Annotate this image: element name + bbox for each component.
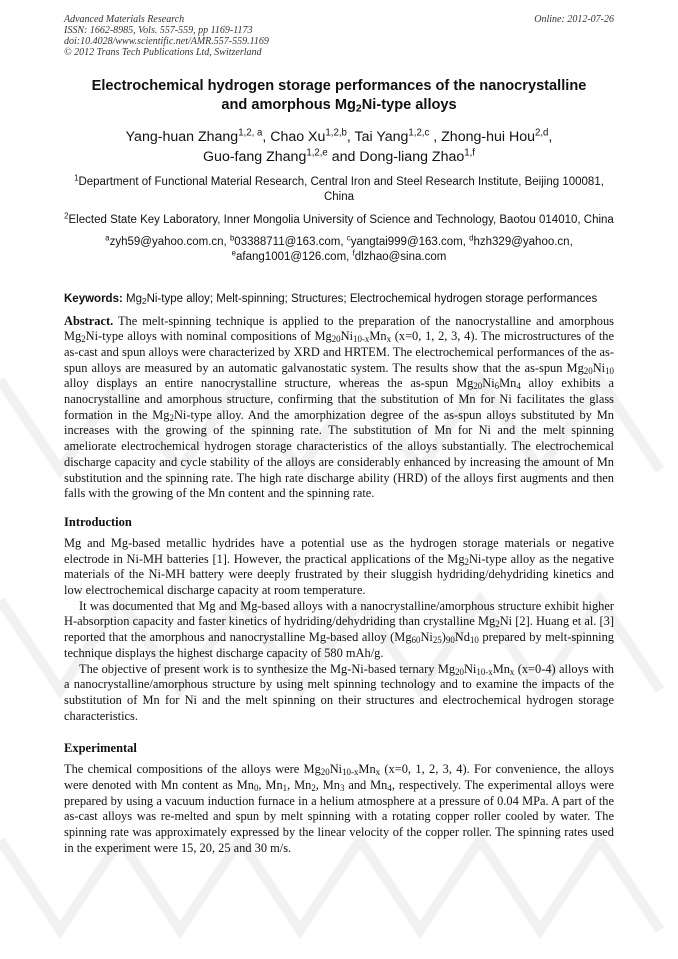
affiliation-2: $^2$Elected State Key Laboratory, Inner Mongolia University of Science and Technology, Baotou 014010, China bbox=[64, 211, 614, 226]
author-name: , Chao Xu bbox=[262, 129, 326, 145]
journal-header bbox=[64, 14, 614, 58]
author-name: , Tai Yang bbox=[346, 129, 409, 145]
title-line-1: Electrochemical hydrogen storage performances of the nanocrystalline bbox=[91, 78, 587, 94]
experimental-heading: Experimental bbox=[64, 741, 137, 756]
doi-line: doi:10.4028/www.scientific.net/AMR.557-559.1169 bbox=[64, 36, 269, 47]
paper-title: Electrochemical hydrogen storage performances of the nanocrystalline and amorphous $Mg_2Ni$-type alloys bbox=[91, 78, 587, 115]
intro-paragraph-1: Mg and Mg-based metallic hydrides have a potential use as the hydrogen storage materials or negative electrode in Ni-MH batteries [1]. However, the practical applications of the $Mg_2Ni$-type alloy as the negative materials of the Ni-MH battery were deeply frustrated by their sluggish hydriding/dehydriding kinetics and low electrochemical discharge capacity at room temperature. bbox=[64, 535, 614, 598]
author-name: , Zhong-hui Hou bbox=[429, 129, 535, 145]
affiliation-1: $^1$Department of Functional Material Research, Central Iron and Steel Research Institute, Beijing 100081, China bbox=[74, 173, 604, 203]
email-link[interactable]: zyh59@yahoo.com.cn, bbox=[109, 236, 230, 248]
keywords: Keywords: $Mg_2Ni$-type alloy; Melt-spinning; Structures; Electrochemical hydrogen storage performances bbox=[64, 293, 598, 307]
copyright-line: © 2012 Trans Tech Publications Ltd, Switzerland bbox=[64, 47, 262, 58]
journal-name: Advanced Materials Research bbox=[64, 14, 185, 25]
email-link[interactable]: hzh329@yahoo.cn, bbox=[473, 236, 573, 248]
experimental-paragraph: The chemical compositions of the alloys were $Mg_{20}Ni_{10-x}Mn_x$ (x=0, 1, 2, 3, 4). For convenience, the alloys were denoted with Mn content as $Mn_0$, $Mn_1$, $Mn_2$, $Mn_3$ and $Mn_4$, respectively. The experimental alloys were prepared by using a vacuum induction furnace in a helium atmosphere at a pressure of 0.04 MPa. A part of the as-cast alloys was re-melted and spun by melt spinning with a rotating copper roller cooled by water. The spinning rate was approximately expressed by the linear velocity of the copper roller. The spinning rates used in the experiment were 15, 20, 25 and 30 m/s. bbox=[64, 762, 614, 855]
author-name: Yang-huan Zhang bbox=[125, 129, 239, 145]
abstract: Abstract. The melt-spinning technique is applied to the preparation of the nanocrystalline and amorphous $Mg_2Ni$-type alloys with nominal compositions of $Mg_{20}Ni_{10-x}Mn_x$ (x=0, 1, 2, 3, 4). The microstructures of the as-cast and spun alloys were characterized by XRD and HRTEM. The electrochemical performances of the as-spun alloys are measured by an automatic galvanostatic system. The results show that the as-spun $Mg_{20}Ni_{10}$ alloy displays an entire nanocrystalline structure, whereas the as-spun $Mg_{20}Ni_6Mn_4$ alloy exhibits a nanocrystalline and amorphous structure, confirming that the substitution of Mn for Ni facilitates the glass formation in the $Mg_2Ni$-type alloy. And the amorphization degree of the as-spun alloys substituted by Mn increases with the growing of the spinning rate. The substitution of Mn for Ni and the melt spinning ameliorate electrochemical hydrogen storage characteristics of the alloys substantially. The electrochemical discharge capacity and cycle stability of the alloys are considerably enhanced by increasing the amount of Mn substitution and the spinning rate. The high rate discharge ability (HRD) of the alloys first augments and then falls with the growing of the Mn content and the spinning rate. bbox=[64, 313, 614, 501]
author-name: Guo-fang Zhang bbox=[203, 149, 307, 165]
online-date: Online: 2012-07-26 bbox=[534, 14, 614, 25]
author-emails: $^a$zyh59@yahoo.com.cn, $^b$03388711@163.com, $^c$yangtai999@163.com, $^d$hzh329@yahoo.cn, $^e$afang1001@126.com, $^f$dlzhao@sina.com bbox=[105, 233, 573, 263]
abstract-label: Abstract. bbox=[64, 313, 114, 328]
author-name: and Dong-liang Zhao bbox=[327, 149, 465, 165]
email-link[interactable]: afang1001@126.com, bbox=[236, 251, 353, 263]
keywords-label: Keywords: bbox=[64, 293, 123, 305]
introduction-heading: Introduction bbox=[64, 514, 132, 529]
intro-paragraph-3: The objective of present work is to synthesize the Mg-Ni-based ternary $Mg_{20}Ni_{10-x}Mn_x$ (x=0-4) alloys with a nanocrystalline/amorphous structure by using melt spinning technology and to examine the impacts of the substitution of Mn for Ni and the melt spinning on their structures and electrochemical hydrogen storage characteristics. bbox=[64, 661, 614, 723]
email-link[interactable]: yangtai999@163.com, bbox=[350, 236, 470, 248]
email-link[interactable]: 03388711@163.com, bbox=[234, 236, 347, 248]
issn-line: ISSN: 1662-8985, Vols. 557-559, pp 1169-1173 bbox=[64, 25, 253, 36]
email-link[interactable]: dlzhao@sina.com bbox=[354, 251, 447, 263]
intro-paragraph-2: It was documented that Mg and Mg-based alloys with a nanocrystalline/amorphous structure exhibit higher H-absorption capacity and faster kinetics of hydriding/dehydriding than crystalline $Mg_2Ni$ [2]. Huang et al. [3] reported that the amorphous and nanocrystalline Mg-based alloy $(Mg_{60}Ni_{25})_{90}Nd_{10}$ prepared by melt-spinning technique displays the highest discharge capacity of 580 mAh/g. bbox=[64, 598, 614, 660]
author-list: Yang-huan Zhang$^{1,2, a}$, Chao Xu$^{1,2,b}$, Tai Yang$^{1,2,c}$ , Zhong-hui Hou$^{2,d}$, Guo-fang Zhang$^{1,2,e}$ and Dong-liang Zhao$^{1,f}$ bbox=[125, 127, 553, 165]
